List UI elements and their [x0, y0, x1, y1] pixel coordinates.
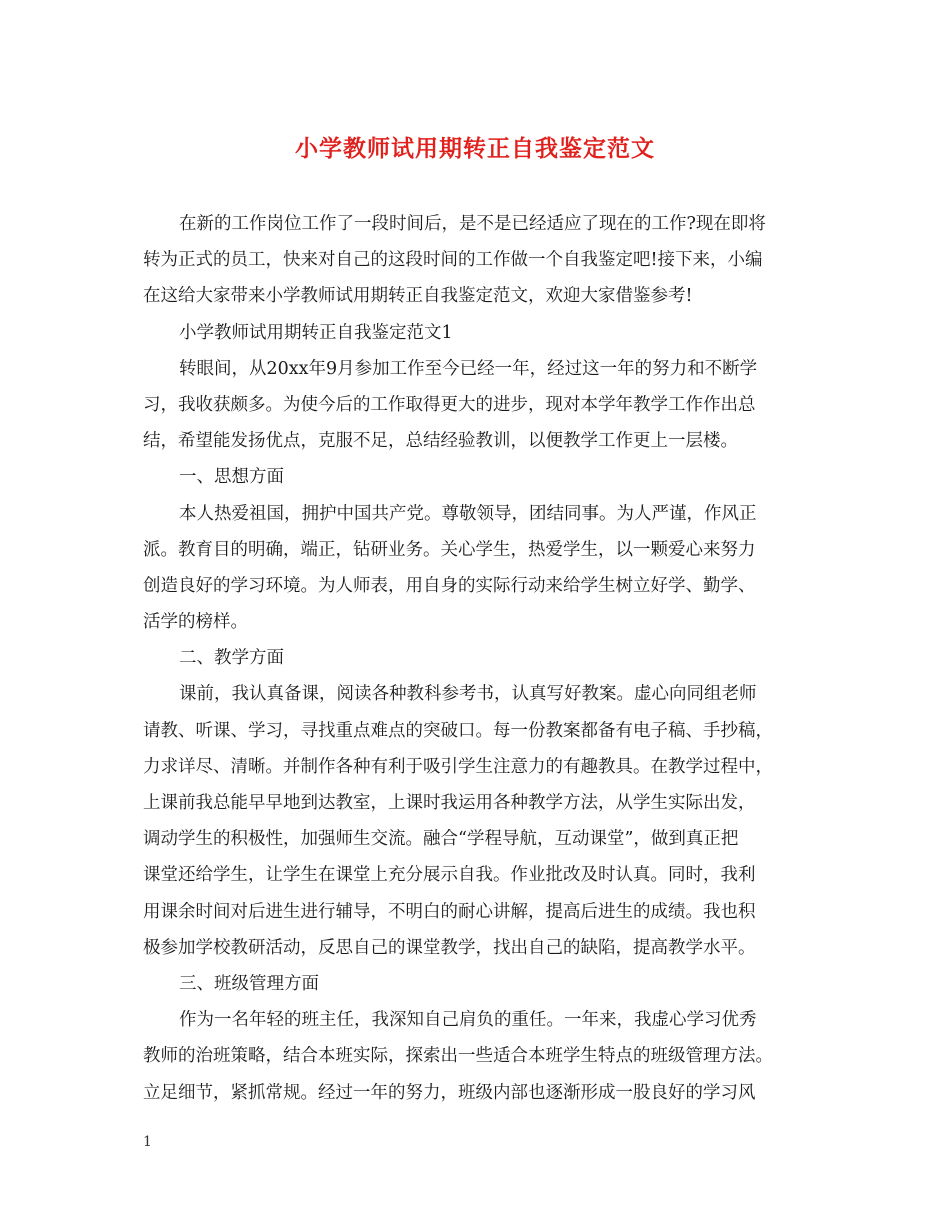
- paragraph-line: 力求详尽、清晰。并制作各种有利于吸引学生注意力的有趣教具。在教学过程中，: [143, 756, 773, 777]
- paragraph-line: 派。教育目的明确，端正，钻研业务。关心学生，热爱学生，以一颗爱心来努力: [143, 539, 756, 560]
- paragraph-line: 在这给大家带来小学教师试用期转正自我鉴定范文，欢迎大家借鉴参考!: [143, 286, 693, 307]
- paragraph-line: 上课前我总能早早地到达教室，上课时我运用各种教学方法，从学生实际出发，: [143, 793, 756, 813]
- paragraph-line: 极参加学校教研活动，反思自己的课堂教学，找出自己的缺陷，提高教学水平。: [143, 937, 756, 958]
- paragraph-line: 转为正式的员工，快来对自己的这段时间的工作做一个自我鉴定吧!接下来，小编: [143, 250, 763, 271]
- paragraph-line: 请教、听课、学习，寻找重点难点的突破口。每一份教案都备有电子稿、手抄稿，: [143, 720, 773, 741]
- paragraph-line: 活学的榜样。: [143, 612, 248, 633]
- paragraph-line-indented: 作为一名年轻的班主任，我深知自己肩负的重任。一年来，我虚心学习优秀: [179, 1010, 757, 1031]
- paragraph-line-indented: 二、教学方面: [179, 648, 284, 669]
- paragraph-line-indented: 转眼间，从20xx年9月参加工作至今已经一年，经过这一年的努力和不断学: [179, 358, 758, 379]
- paragraph-line: 教师的治班策略，结合本班实际，探索出一些适合本班学生特点的班级管理方法。: [143, 1046, 773, 1067]
- paragraph-line: 课堂还给学生，让学生在课堂上充分展示自我。作业批改及时认真。同时，我利: [143, 865, 756, 886]
- paragraph-line-indented: 本人热爱祖国，拥护中国共产党。尊敬领导，团结同事。为人严谨，作风正: [179, 503, 757, 524]
- paragraph-line: 调动学生的积极性，加强师生交流。融合“学程导航，互动课堂”，做到真正把: [143, 829, 739, 850]
- paragraph-line: 创造良好的学习环境。为人师表，用自身的实际行动来给学生树立好学、勤学、: [143, 575, 756, 596]
- paragraph-line-indented: 一、思想方面: [179, 467, 284, 488]
- document-body: [143, 206, 811, 1111]
- paragraph-line: 习，我收获颇多。为使今后的工作取得更大的进步，现对本学年教学工作作出总: [143, 394, 756, 415]
- document-title: 小学教师试用期转正自我鉴定范文: [295, 135, 655, 162]
- paragraph-line-indented: 课前，我认真备课，阅读各种教科参考书，认真写好教案。虚心向同组老师: [179, 684, 757, 705]
- paragraph-line-indented: 小学教师试用期转正自我鉴定范文1: [179, 322, 453, 343]
- paragraph-line: 立足细节，紧抓常规。经过一年的努力，班级内部也逐渐形成一股良好的学习风: [143, 1082, 756, 1103]
- paragraph-line-indented: 三、班级管理方面: [179, 973, 319, 994]
- paragraph-line: 用课余时间对后进生进行辅导，不明白的耐心讲解，提高后进生的成绩。我也积: [143, 901, 756, 922]
- paragraph-line-indented: 在新的工作岗位工作了一段时间后，是不是已经适应了现在的工作?现在即将: [179, 214, 766, 234]
- page-number: 1: [143, 1134, 152, 1150]
- paragraph-line: 结，希望能发扬优点，克服不足，总结经验教训，以便教学工作更上一层楼。: [143, 431, 738, 452]
